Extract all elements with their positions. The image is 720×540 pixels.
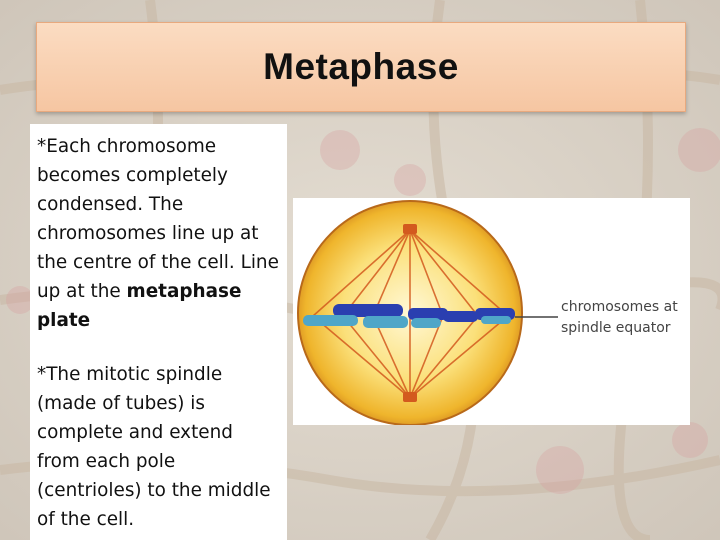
paragraph-chromosomes-text: *Each chromosome becomes completely condensed. The chromosomes line up at the centre of the cell. Line up at the	[37, 136, 279, 302]
figure-label-line2: spindle equator	[561, 320, 671, 336]
paragraph-spindle: *The mitotic spindle (made of tubes) is complete and extend from each pole (centrioles) to the middle of the cell.	[37, 364, 271, 530]
title-banner	[36, 22, 686, 112]
figure-label-line1: chromosomes at	[561, 299, 678, 315]
slide-title: Metaphase	[263, 46, 459, 87]
paragraph-chromosomes	[37, 132, 281, 335]
metaphase-figure	[293, 198, 690, 425]
metaphase-plate-term: metaphase plate	[37, 281, 242, 331]
text-panel	[30, 124, 287, 540]
